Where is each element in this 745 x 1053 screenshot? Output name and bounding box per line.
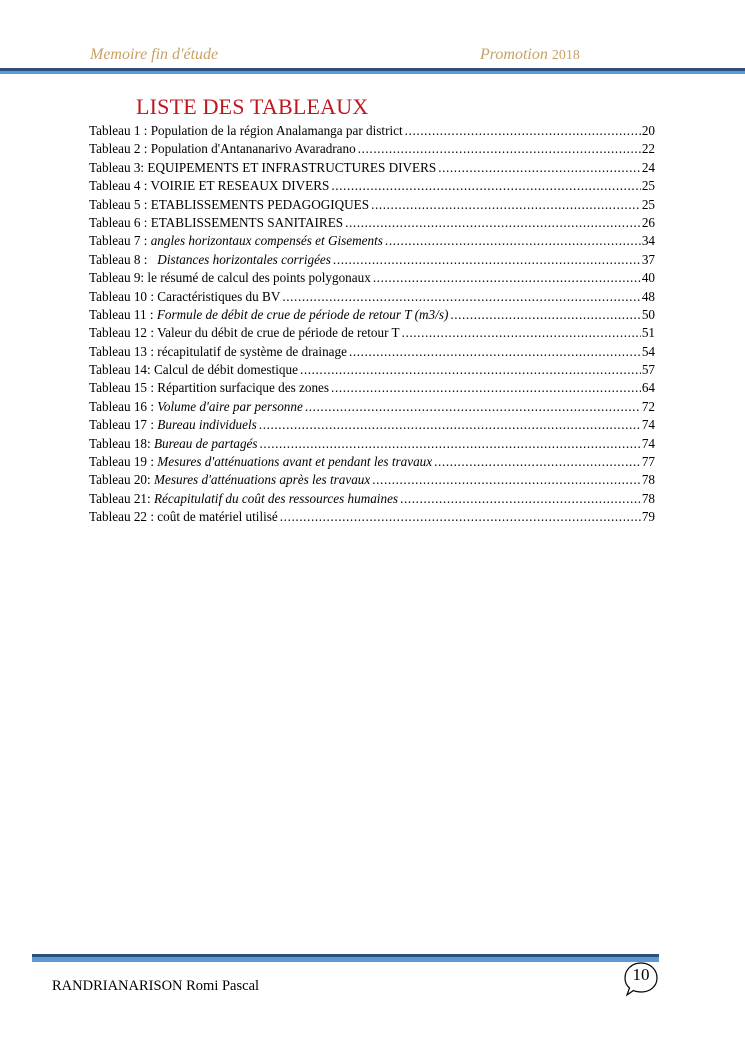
toc-entry-page: 40 bbox=[641, 270, 655, 286]
toc-entry[interactable] bbox=[89, 471, 655, 489]
toc-entry-page: 50 bbox=[641, 306, 655, 322]
toc-entry-label bbox=[89, 177, 329, 195]
toc-entry[interactable] bbox=[89, 269, 655, 287]
toc-dot-leader bbox=[438, 159, 641, 177]
toc-entry-text: Valeur du débit de crue de période de retour T bbox=[157, 325, 400, 341]
toc-entry-page: 22 bbox=[641, 141, 655, 157]
toc-entry-page: 79 bbox=[641, 509, 655, 525]
toc-entry-number: Tableau 6 : bbox=[89, 214, 151, 230]
toc-entry[interactable] bbox=[89, 508, 655, 526]
toc-entry[interactable] bbox=[89, 177, 655, 195]
toc-entry[interactable] bbox=[89, 196, 655, 214]
toc-entry-text: Mesures d'atténuations après les travaux bbox=[154, 472, 371, 488]
header-promotion-year: 2018 bbox=[551, 48, 580, 63]
toc-entry[interactable] bbox=[89, 490, 655, 508]
toc-entry-label bbox=[89, 490, 398, 508]
toc-dot-leader bbox=[373, 269, 641, 287]
toc-dot-leader bbox=[300, 361, 641, 379]
toc-entry-page: 51 bbox=[641, 325, 655, 341]
toc-entry[interactable] bbox=[89, 288, 655, 306]
toc-entry-text: Calcul de débit domestique bbox=[154, 362, 298, 378]
toc-entry-text: coût de matériel utilisé bbox=[157, 509, 278, 525]
toc-entry-number: Tableau 20: bbox=[89, 472, 154, 488]
toc-entry-text: angles horizontaux compensés et Gisements bbox=[150, 233, 383, 249]
toc-entry-label bbox=[89, 435, 258, 453]
toc-entry-number: Tableau 18: bbox=[89, 435, 154, 451]
toc-entry-text: EQUIPEMENTS ET INFRASTRUCTURES DIVERS bbox=[147, 159, 437, 175]
toc-entry-text: le résumé de calcul des points polygonaux bbox=[147, 270, 371, 286]
footer-author: RANDRIANARISON Romi Pascal bbox=[52, 978, 260, 994]
toc-dot-leader bbox=[331, 379, 641, 397]
toc-dot-leader bbox=[434, 453, 641, 471]
toc-entry[interactable] bbox=[89, 416, 655, 434]
toc-entry-number: Tableau 11 : bbox=[89, 306, 157, 322]
toc-entry-page: 25 bbox=[641, 178, 655, 194]
toc-entry-page: 74 bbox=[641, 417, 655, 433]
toc-entry[interactable] bbox=[89, 306, 655, 324]
toc-dot-leader bbox=[402, 324, 641, 342]
toc-entry-label bbox=[89, 361, 298, 379]
toc-entry-label bbox=[89, 416, 257, 434]
header-rule-blue bbox=[0, 71, 745, 74]
toc-entry-label bbox=[89, 251, 331, 269]
toc-dot-leader bbox=[405, 122, 641, 140]
toc-dot-leader bbox=[400, 490, 641, 508]
toc-entry-label bbox=[89, 508, 278, 526]
toc-entry-page: 34 bbox=[641, 233, 655, 249]
toc-dot-leader bbox=[333, 251, 641, 269]
toc-entry-label bbox=[89, 379, 329, 397]
toc-entry-page: 77 bbox=[641, 454, 655, 470]
toc-entry-number: Tableau 22 : bbox=[89, 509, 158, 525]
toc-entry-number: Tableau 9: bbox=[89, 270, 148, 286]
toc-entry-page: 48 bbox=[641, 288, 655, 304]
toc-entry-page: 57 bbox=[641, 362, 655, 378]
toc-entry-number: Tableau 14: bbox=[89, 362, 154, 378]
toc-entry-text: Bureau individuels bbox=[157, 417, 257, 433]
toc-entry-label bbox=[89, 343, 347, 361]
toc-entry-number: Tableau 12 : bbox=[89, 325, 158, 341]
toc-entry-text: Mesures d'atténuations avant et pendant les travaux bbox=[157, 454, 433, 470]
toc-entry-text: Population de la région Analamanga par district bbox=[150, 123, 403, 138]
toc-entry-page: 72 bbox=[641, 398, 655, 414]
toc-entry-page: 25 bbox=[641, 196, 655, 212]
toc-dot-leader bbox=[305, 398, 641, 416]
toc-dot-leader bbox=[345, 214, 641, 232]
header-promotion bbox=[480, 46, 580, 64]
toc-entry-label bbox=[89, 269, 371, 287]
toc-entry-label bbox=[89, 232, 383, 250]
toc-entry-text: VOIRIE ET RESEAUX DIVERS bbox=[150, 178, 330, 194]
toc-entry[interactable] bbox=[89, 232, 655, 250]
toc-entry-number: Tableau 10 : bbox=[89, 288, 158, 304]
toc-entry-label bbox=[89, 324, 400, 342]
toc-entry-label bbox=[89, 159, 436, 177]
footer-rule-blue bbox=[32, 957, 659, 962]
toc-entry-label bbox=[89, 288, 280, 306]
table-list bbox=[89, 122, 655, 527]
toc-entry-page: 64 bbox=[641, 380, 655, 396]
toc-dot-leader bbox=[282, 288, 640, 306]
toc-entry-page: 54 bbox=[641, 343, 655, 359]
toc-entry[interactable] bbox=[89, 159, 655, 177]
toc-dot-leader bbox=[259, 416, 641, 434]
toc-entry-text: récapitulatif de système de drainage bbox=[157, 343, 347, 359]
toc-entry-number: Tableau 2 : bbox=[89, 141, 151, 157]
toc-entry-text: Répartition surfacique des zones bbox=[157, 380, 330, 396]
toc-entry-text: Récapitulatif du coût des ressources humaines bbox=[154, 490, 399, 506]
header-promotion-label: Promotion bbox=[480, 46, 548, 63]
toc-entry-number: Tableau 19 : bbox=[89, 454, 158, 470]
toc-entry-number: Tableau 4 : bbox=[89, 178, 151, 194]
toc-entry[interactable] bbox=[89, 122, 655, 140]
toc-entry-text: Caractéristiques du BV bbox=[157, 288, 281, 304]
toc-entry-page: 37 bbox=[641, 251, 655, 267]
toc-entry[interactable] bbox=[89, 435, 655, 453]
toc-entry-number: Tableau 21: bbox=[89, 490, 154, 506]
page-number: 10 bbox=[632, 965, 650, 984]
toc-entry-number: Tableau 7 : bbox=[89, 233, 151, 249]
toc-entry[interactable] bbox=[89, 361, 655, 379]
toc-entry[interactable] bbox=[89, 343, 655, 361]
toc-entry-text: ETABLISSEMENTS PEDAGOGIQUES bbox=[150, 196, 370, 212]
toc-dot-leader bbox=[358, 140, 641, 158]
toc-entry-page: 78 bbox=[641, 472, 655, 488]
toc-entry-page: 26 bbox=[641, 214, 655, 230]
toc-entry-text: Distances horizontales corrigées bbox=[157, 251, 331, 267]
toc-entry-label bbox=[89, 140, 356, 158]
toc-dot-leader bbox=[349, 343, 641, 361]
toc-entry-text: Volume d'aire par personne bbox=[157, 398, 303, 414]
toc-entry-text: Formule de débit de crue de période de retour T (m3/s) bbox=[156, 306, 449, 322]
toc-entry[interactable] bbox=[89, 140, 655, 158]
toc-entry-number: Tableau 1 : bbox=[89, 123, 151, 138]
toc-entry-number: Tableau 17 : bbox=[89, 417, 158, 433]
toc-entry-label bbox=[89, 471, 370, 489]
toc-dot-leader bbox=[385, 232, 641, 250]
toc-entry-number: Tableau 13 : bbox=[89, 343, 158, 359]
toc-entry-label bbox=[89, 122, 403, 140]
toc-entry-number: Tableau 15 : bbox=[89, 380, 158, 396]
toc-entry-number: Tableau 16 : bbox=[89, 398, 158, 414]
toc-entry-label bbox=[89, 214, 343, 232]
toc-dot-leader bbox=[372, 471, 641, 489]
toc-entry[interactable] bbox=[89, 398, 655, 416]
toc-entry-label bbox=[89, 453, 432, 471]
toc-entry[interactable] bbox=[89, 453, 655, 471]
toc-dot-leader bbox=[260, 435, 641, 453]
toc-dot-leader bbox=[450, 306, 640, 324]
toc-entry[interactable] bbox=[89, 214, 655, 232]
toc-dot-leader bbox=[280, 508, 641, 526]
toc-entry[interactable] bbox=[89, 379, 655, 397]
toc-entry-page: 78 bbox=[641, 490, 655, 506]
toc-dot-leader bbox=[331, 177, 640, 195]
toc-entry-number: Tableau 5 : bbox=[89, 196, 151, 212]
toc-entry[interactable] bbox=[89, 324, 655, 342]
toc-entry-page: 20 bbox=[641, 123, 655, 138]
toc-entry-label bbox=[89, 306, 448, 324]
toc-entry-number: Tableau 3: bbox=[89, 159, 148, 175]
toc-dot-leader bbox=[371, 196, 641, 214]
toc-entry-label bbox=[89, 196, 369, 214]
page-title: LISTE DES TABLEAUX bbox=[136, 94, 369, 119]
toc-entry-text: Population d'Antananarivo Avaradrano bbox=[150, 141, 356, 157]
toc-entry-text: Bureau de partagés bbox=[154, 435, 258, 451]
header-document-title: Memoire fin d'étude bbox=[90, 46, 219, 63]
toc-entry-number: Tableau 8 : bbox=[89, 251, 158, 267]
toc-entry-page: 24 bbox=[641, 159, 655, 175]
toc-entry-page: 74 bbox=[641, 435, 655, 451]
toc-entry[interactable] bbox=[89, 251, 655, 269]
toc-entry-label bbox=[89, 398, 303, 416]
toc-entry-text: ETABLISSEMENTS SANITAIRES bbox=[150, 214, 344, 230]
